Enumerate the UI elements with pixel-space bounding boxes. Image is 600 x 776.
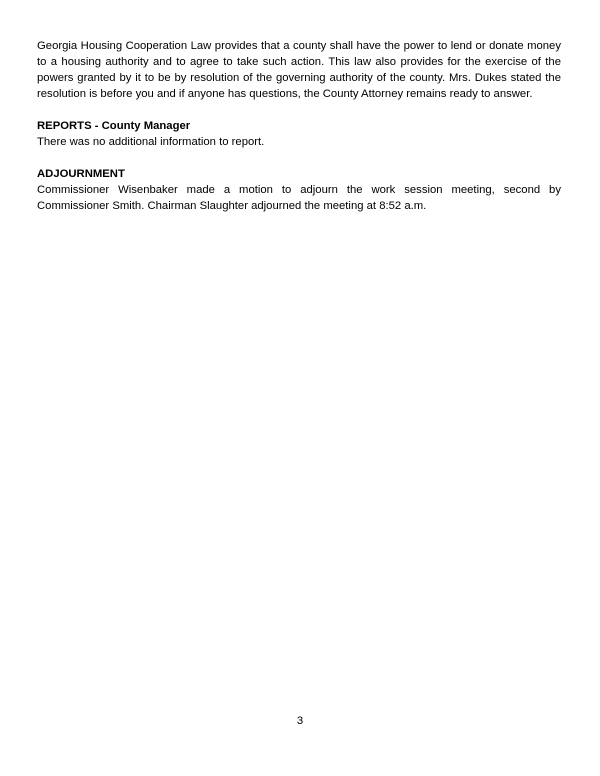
section-body-adjournment: Commissioner Wisenbaker made a motion to adjourn the work session meeting, second by Commissioner Smith. Chairman Slaughter adjourned the meeting at 8:52 a.m.: [37, 184, 561, 212]
intro-paragraph: Georgia Housing Cooperation Law provides that a county shall have the power to lend or donate money to a housing authority and to agree to take such action. This law also provides for the exercise of the powers granted by it to be by resolution of the governing authority of the county. Mrs. Dukes stated the resolution is before you and if anyone has questions, the County Attorney remains ready to answer.: [37, 40, 561, 100]
section-body-reports: There was no additional information to report.: [37, 136, 265, 148]
reports-section: [37, 118, 561, 150]
page-number: 3: [296, 715, 304, 727]
section-heading-adjournment: ADJOURNMENT: [37, 168, 125, 180]
document-page: [37, 38, 561, 214]
adjournment-section: [37, 166, 561, 214]
section-heading-reports: REPORTS - County Manager: [37, 120, 191, 132]
